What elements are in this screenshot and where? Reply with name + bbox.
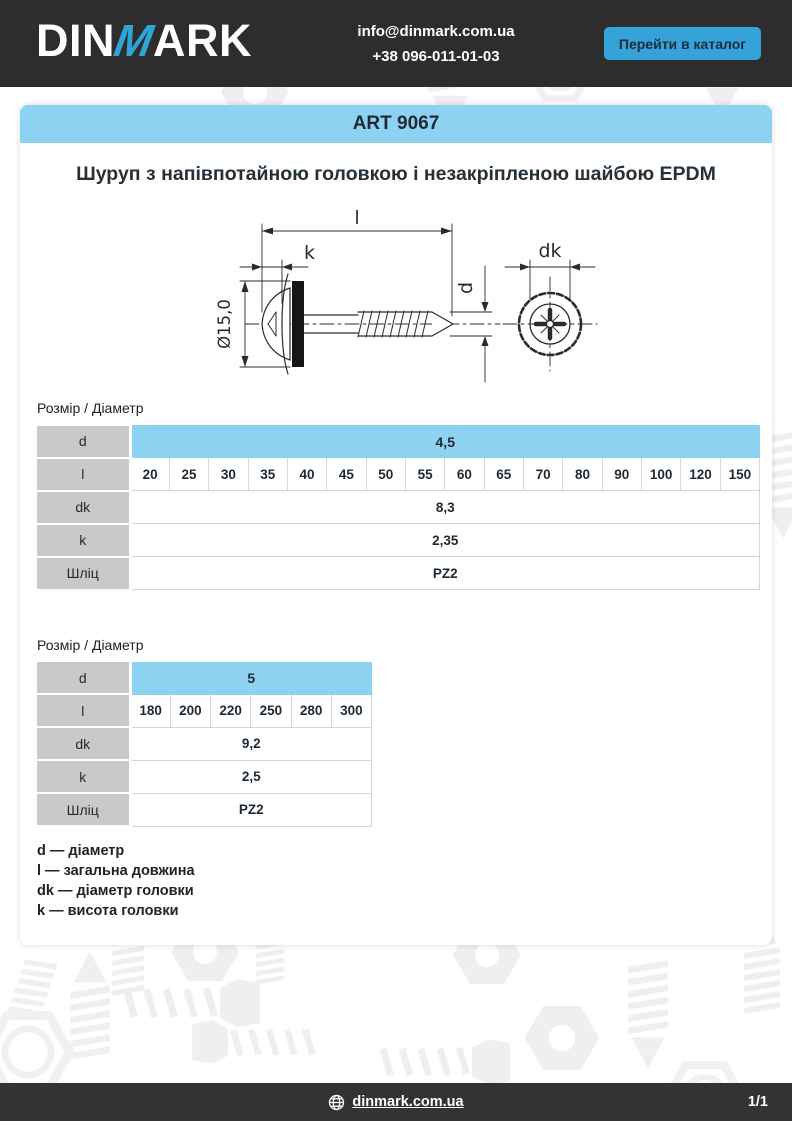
table-row xyxy=(37,557,760,590)
page-number: 1/1 xyxy=(747,1094,768,1110)
logo-text-din: DIN xyxy=(36,15,115,66)
globe-icon xyxy=(328,1094,345,1111)
row-header: Шліц xyxy=(37,793,130,826)
length-cell: 150 xyxy=(720,458,759,491)
table-row xyxy=(37,793,372,826)
logo-text-m: M xyxy=(110,15,158,66)
table-row xyxy=(37,694,372,727)
footer-site-text: dinmark.com.ua xyxy=(352,1094,464,1110)
table-row xyxy=(37,760,372,793)
contact-phone: +38 096-011-01-03 xyxy=(372,48,500,65)
value-cell: 9,2 xyxy=(130,727,372,760)
header-bar xyxy=(0,0,792,87)
logo-text-ark: ARK xyxy=(153,15,252,66)
length-cell: 100 xyxy=(641,458,680,491)
length-cell: 40 xyxy=(287,458,326,491)
dim-label-washer-diameter: Ø15,0 xyxy=(215,299,234,349)
size-caption-1: Розмір / Діаметр xyxy=(37,400,144,416)
length-cell: 80 xyxy=(563,458,602,491)
row-header: d xyxy=(37,426,130,458)
row-header: dk xyxy=(37,727,130,760)
dimension-legend xyxy=(37,841,772,921)
product-title: Шуруп з напівпотайною головкою і незакріпленою шайбою EPDM xyxy=(76,163,716,185)
legend-line-l: l — загальна довжина xyxy=(37,863,195,879)
table-row xyxy=(37,458,760,491)
table-row xyxy=(37,727,372,760)
length-cell: 25 xyxy=(169,458,208,491)
legend-line-k: k — висота головки xyxy=(37,903,179,919)
product-card xyxy=(20,105,772,945)
length-cell: 65 xyxy=(484,458,523,491)
length-cell: 250 xyxy=(251,694,291,727)
length-cell: 70 xyxy=(523,458,562,491)
length-cell: 220 xyxy=(211,694,251,727)
technical-drawing-area xyxy=(20,204,772,384)
row-header: dk xyxy=(37,491,130,524)
length-cell: 300 xyxy=(331,694,371,727)
dinmark-logo xyxy=(36,15,252,66)
legend-line-d: d — діаметр xyxy=(37,843,125,859)
row-header: l xyxy=(37,694,130,727)
value-cell: 8,3 xyxy=(130,491,760,524)
dim-label-d: d xyxy=(455,281,477,295)
dim-label-l: l xyxy=(354,207,360,229)
legend-line-dk: dk — діаметр головки xyxy=(37,883,194,899)
dim-label-k: k xyxy=(304,242,316,264)
value-cell: 2,35 xyxy=(130,524,760,557)
footer-site-link[interactable] xyxy=(328,1094,463,1111)
diameter-cell: 5 xyxy=(130,662,372,694)
length-cell: 35 xyxy=(248,458,287,491)
table-row xyxy=(37,491,760,524)
length-cell: 60 xyxy=(445,458,484,491)
contact-email: info@dinmark.com.ua xyxy=(357,23,515,40)
dim-label-dk: dk xyxy=(538,240,562,262)
catalog-button[interactable]: Перейти в каталог xyxy=(604,27,761,60)
size-caption-2: Розмір / Діаметр xyxy=(37,636,144,653)
length-cell: 20 xyxy=(130,458,169,491)
table-row xyxy=(37,662,372,694)
row-header: k xyxy=(37,524,130,557)
size-table-d5 xyxy=(37,662,372,828)
length-cell: 90 xyxy=(602,458,641,491)
value-cell: 2,5 xyxy=(130,760,372,793)
length-cell: 55 xyxy=(405,458,444,491)
length-cell: 45 xyxy=(327,458,366,491)
length-cell: 200 xyxy=(170,694,210,727)
row-header: l xyxy=(37,458,130,491)
value-cell: PZ2 xyxy=(130,557,760,590)
row-header: Шліц xyxy=(37,557,130,590)
length-cell: 30 xyxy=(209,458,248,491)
table-row xyxy=(37,426,760,458)
length-cell: 180 xyxy=(130,694,170,727)
row-header: d xyxy=(37,662,130,694)
screw-technical-drawing xyxy=(200,204,620,384)
length-cell: 280 xyxy=(291,694,331,727)
footer-bar xyxy=(0,1083,792,1121)
value-cell: PZ2 xyxy=(130,793,372,826)
contact-info xyxy=(296,19,576,69)
size-table-d45 xyxy=(37,425,760,591)
row-header: k xyxy=(37,760,130,793)
length-cell: 120 xyxy=(681,458,720,491)
length-cell: 50 xyxy=(366,458,405,491)
table-row xyxy=(37,524,760,557)
art-banner: ART 9067 xyxy=(20,105,772,143)
diameter-cell: 4,5 xyxy=(130,426,760,458)
